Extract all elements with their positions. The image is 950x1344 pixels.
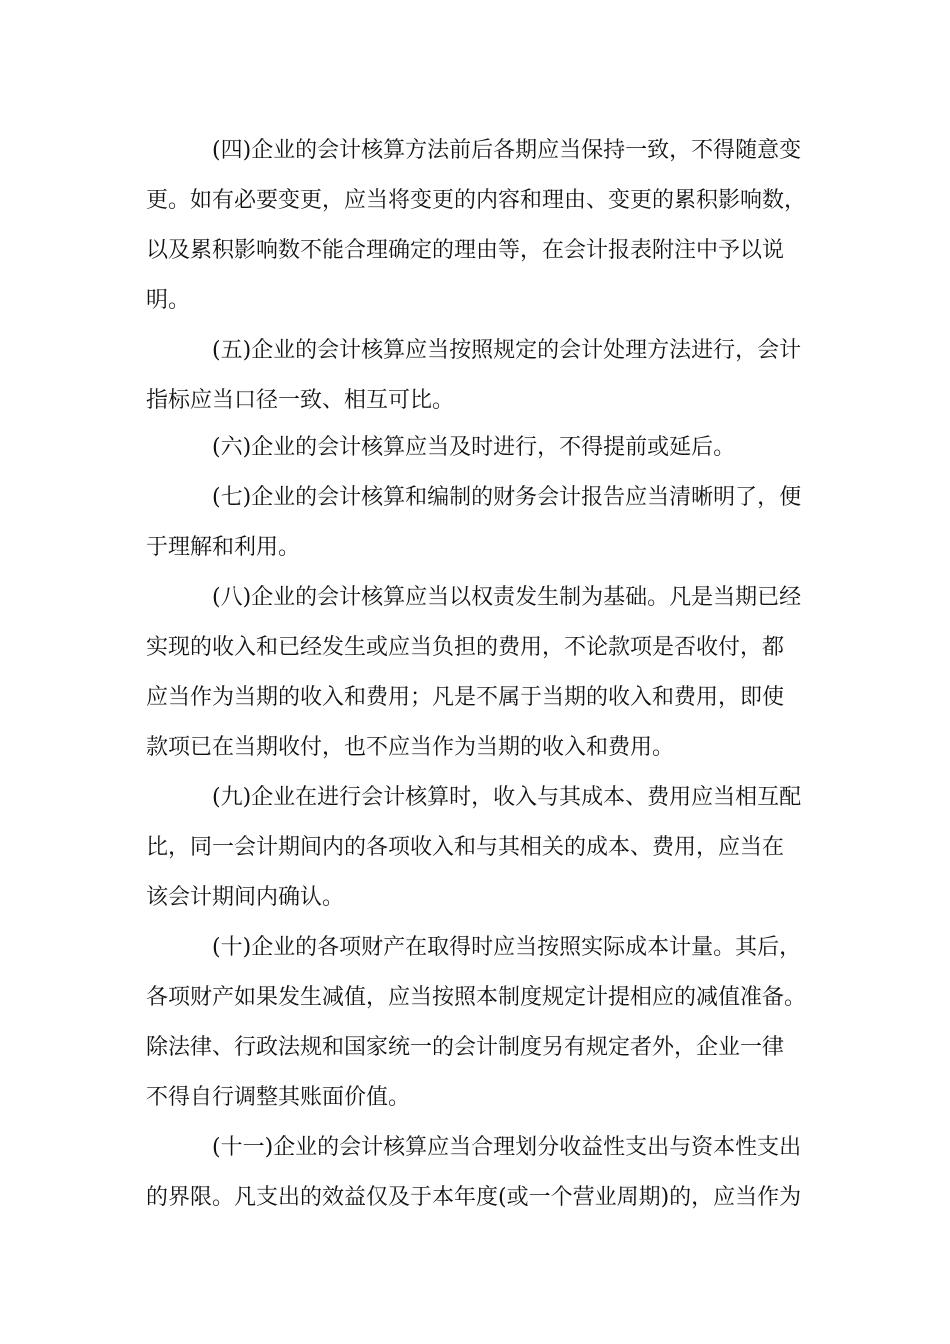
- text-line: 各项财产如果发生减值，应当按照本制度规定计提相应的减值准备。: [146, 985, 807, 1010]
- text-line: 不得自行调整其账面价值。: [146, 1085, 411, 1110]
- text-line: (六)企业的会计核算应当及时进行，不得提前或延后。: [212, 435, 736, 460]
- text-line: (八)企业的会计核算应当以权责发生制为基础。凡是当期已经: [212, 585, 802, 610]
- text-line: 指标应当口径一致、相互可比。: [146, 388, 455, 413]
- text-line: (十一)企业的会计核算应当合理划分收益性支出与资本性支出: [212, 1135, 802, 1160]
- text-line: 该会计期间内确认。: [146, 885, 345, 910]
- text-line: (九)企业在进行会计核算时，收入与其成本、费用应当相互配: [212, 785, 802, 810]
- text-line: 比，同一会计期间内的各项收入和与其相关的成本、费用，应当在: [146, 835, 785, 860]
- text-line: 除法律、行政法规和国家统一的会计制度另有规定者外，企业一律: [146, 1035, 785, 1060]
- text-line: (七)企业的会计核算和编制的财务会计报告应当清晰明了，便: [212, 485, 802, 510]
- text-line: 实现的收入和已经发生或应当负担的费用，不论款项是否收付，都: [146, 635, 785, 660]
- text-line: 款项已在当期收付，也不应当作为当期的收入和费用。: [146, 735, 675, 760]
- text-line: (十)企业的各项财产在取得时应当按照实际成本计量。其后，: [212, 935, 802, 960]
- text-line: (四)企业的会计核算方法前后各期应当保持一致，不得随意变: [212, 138, 802, 163]
- text-line: 的界限。凡支出的效益仅及于本年度(或一个营业周期)的，应当作为: [146, 1185, 802, 1210]
- text-line: 应当作为当期的收入和费用；凡是不属于当期的收入和费用，即使: [146, 685, 785, 710]
- text-line: 更。如有必要变更，应当将变更的内容和理由、变更的累积影响数，: [146, 188, 807, 213]
- text-line: 明。: [146, 288, 191, 313]
- text-line: (五)企业的会计核算应当按照规定的会计处理方法进行，会计: [212, 338, 802, 363]
- text-line: 于理解和利用。: [146, 535, 301, 560]
- text-line: 以及累积影响数不能合理确定的理由等，在会计报表附注中予以说: [146, 238, 785, 263]
